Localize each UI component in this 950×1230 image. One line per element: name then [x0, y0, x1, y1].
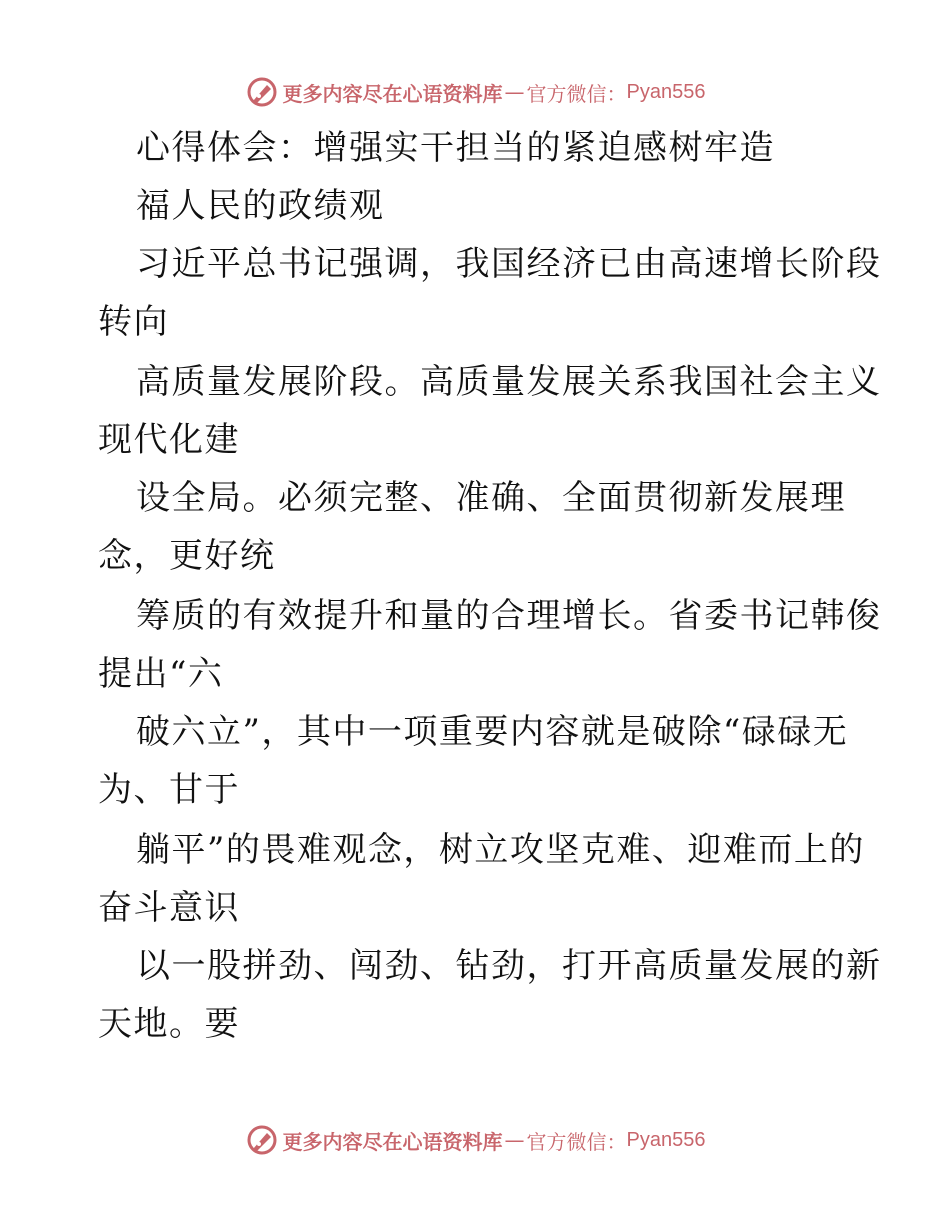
text-line: 为、甘于 [98, 770, 240, 810]
watermark-dash: — [504, 1128, 525, 1152]
watermark-main-text: 更多内容尽在心语资料库 [282, 1129, 503, 1154]
text-line: 高质量发展阶段。高质量发展关系我国社会主义 [136, 362, 882, 402]
text-line: 奋斗意识 [98, 888, 240, 928]
watermark-main-text: 更多内容尽在心语资料库 [282, 81, 503, 106]
text-line: 设全局。必须完整、准确、全面贯彻新发展理 [136, 478, 846, 518]
text-line: 破六立”，其中一项重要内容就是破除“碌碌无 [136, 712, 849, 752]
text-line: 现代化建 [98, 420, 240, 460]
text-line: 天地。要 [98, 1004, 240, 1044]
watermark-wechat-id: Pyan556 [626, 1128, 706, 1151]
watermark-label: 官方微信： [526, 1129, 627, 1154]
watermark-wechat-id: Pyan556 [626, 80, 706, 103]
text-line: 以一股拼劲、闯劲、钻劲，打开高质量发展的新 [136, 946, 882, 986]
text-line: 躺平”的畏难观念，树立攻坚克难、迎难而上的 [136, 830, 865, 870]
text-line: 习近平总书记强调，我国经济已由高速增长阶段 [136, 244, 882, 284]
text-line: 筹质的有效提升和量的合理增长。省委书记韩俊 [136, 596, 882, 636]
text-line: 转向 [98, 302, 169, 342]
watermark-dash: — [504, 80, 525, 104]
header-watermark [0, 72, 950, 112]
pen-nib-logo-icon [245, 1123, 279, 1157]
footer-watermark [0, 1120, 950, 1160]
text-line: 念，更好统 [98, 536, 276, 576]
watermark-label: 官方微信： [526, 81, 627, 106]
text-line: 福人民的政绩观 [136, 186, 385, 226]
text-line: 心得体会：增强实干担当的紧迫感树牢造 [136, 128, 775, 168]
text-line: 提出“六 [98, 654, 224, 694]
pen-nib-logo-icon [245, 75, 279, 109]
